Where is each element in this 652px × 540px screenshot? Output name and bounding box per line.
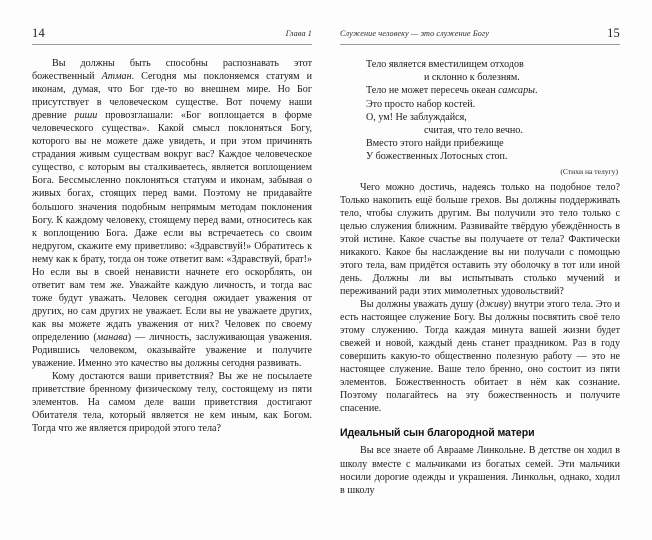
italic-term-atman: Атман	[101, 71, 132, 83]
left-page-body	[32, 57, 312, 435]
verse-block	[340, 57, 620, 164]
paragraph: Вы должны уважать душу (дживу) внутри этого тела. Это и есть настоящее служение Богу. Вы должны посвятить своё тело этому служению. Тогда каждая минута вашей жизни будет свежей и новой, каждый день станет праздником. Раз в году совершить какую-то общественно полезную работу — это не настоящее служение. Ваше тело бренно, оно состоит из пяти элементов. Божественность обитает в нём как сознание. Поэтому полагайтесь на эту божественность и получите спасение.	[340, 299, 620, 415]
verse-line: Вместо этого найди прибежище	[366, 138, 504, 150]
paragraph: Чего можно достичь, надеясь только на подобное тело? Только накопить ещё больше грехов. Вы должны поддерживать тело, чтобы служить другим. Вы получили это тело только с целью служения ближним. Развивайте твёрдую убеждённость в этой истине. Какое счастье вы получаете от тела? Фактически никакого. Какое бы наслаждение вы ни получали с помощью этого тела, вам придётся оставить эту оболочку в тот или иной день. Должны ли вы испытывать столько мучений и переживаний ради этих мимолетных удовольствий?	[340, 181, 620, 297]
left-page-number: 14	[32, 26, 45, 40]
verse-line: Тело не может пересечь океан самсары.	[366, 85, 538, 97]
verse-line: Это просто набор костей.	[366, 98, 476, 110]
right-page	[326, 0, 652, 540]
verse-line: считая, что тело вечно.	[424, 125, 523, 137]
italic-term-rishi: риши	[74, 110, 98, 122]
section-heading: Идеальный сын благородной матери	[340, 427, 535, 440]
left-running-head	[32, 27, 312, 45]
italic-term-samsara: самсары	[498, 85, 535, 97]
right-running-head-title: Служение человеку — это служение Богу	[340, 29, 489, 38]
italic-term-jiva: дживу	[479, 299, 508, 311]
right-page-body	[340, 181, 620, 416]
italic-term-manava: манава	[96, 331, 128, 343]
right-page-section-body	[340, 444, 620, 496]
verse-source-attribution: (Стихи на телугу)	[560, 166, 618, 176]
verse-line: О, ум! Не заблуждайся,	[366, 111, 467, 123]
paragraph: Вы должны быть способны распознавать этот божественный Атман. Сегодня мы поклоняемся статуям и иконам, думая, что Бог где-то во внешнем мире. Но Бог присутствует в человеческом существе. Вот почему наши древние риши провозглашали: «Бог воплощается в форме человеческого существа». Какой смысл поклоняться Богу, которого вы не можете даже увидеть, и при этом причинять страдания живым существам вокруг вас? Каждое человеческое существо, с которым вы сталкиваетесь, является воплощением Бога. Бессмысленно поклоняться статуям и иконам, забывая о живых богах, стоящих перед вами. Поэтому не придавайте большого значения подобным непрямым методам поклонения Богу. К каждому человеку, стоящему перед вами, относитесь как к воплощению Бога. Даже если вы встречаетесь со своим недругом, скажите ему приветливо: «Здравствуй!» Обратитесь к нему как к брату, тогда он тоже ответит вам: «Здравствуй, брат!» Но если вы в своей ненависти начнете его оскорблять, он ответит вам тем же. Уважайте каждую личность, и тогда вас тоже будут уважать. Человек сегодня ожидает уважения от других, но сам других не уважает. Если вы не уважаете других, как вы можете ждать уважения от них? Человек по своему определению (манава) — личность, заслуживающая уважения. Родившись человеком, оказывайте уважение и получите уважение. Именно это качество вы должны сегодня развивать.	[32, 58, 312, 370]
left-running-head-title: Глава 1	[285, 29, 312, 38]
paragraph: Вы все знаете об Аврааме Линкольне. В детстве он ходил в школу вместе с мальчиками из богатых семей. Эти мальчики носили дорогие одежды и украшения. Линкольн, однако, ходил в школу	[340, 445, 620, 496]
verse-line: и склонно к болезням.	[424, 72, 520, 84]
verse-line: У божественных Лотосных стоп.	[366, 151, 508, 163]
right-page-number: 15	[607, 26, 620, 40]
right-running-head	[340, 27, 620, 45]
paragraph: Кому достаются ваши приветствия? Вы же не посылаете приветствие бренному физическому телу, состоящему из пяти элементов. На самом деле ваши приветствия достигают Обитателя тела, который является не кем иным, как Богом. Тогда что же является природой этого тела?	[32, 371, 312, 435]
verse-line: Тело является вместилищем отходов	[366, 59, 524, 70]
